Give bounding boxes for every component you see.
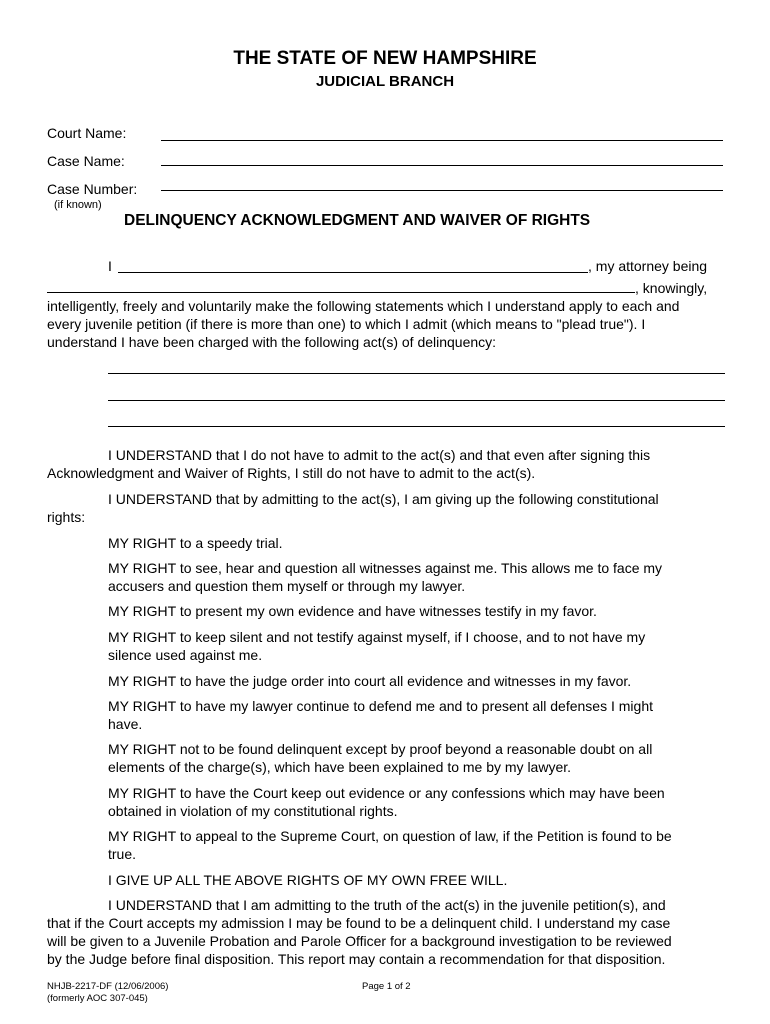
knowingly-text: , knowingly, [635,280,708,296]
footer-former-id: (formerly AOC 307-045) [47,993,148,1004]
delinquency-act-line-2[interactable] [108,400,725,401]
right-proof-line-2: elements of the charge(s), which have been explained to me by my lawyer. [108,759,572,775]
footer-form-id: NHJB-2217-DF (12/06/2006) [47,981,169,992]
right-proof-line-1: MY RIGHT not to be found delinquent except by proof beyond a reasonable doubt on all [108,741,653,757]
right-witnesses-line-1: MY RIGHT to see, hear and question all witnesses against me. This allows me to face my [108,560,663,576]
case-number-note: (if known) [54,199,102,211]
intro-line-3: intelligently, freely and voluntarily make the following statements which I understand apply to each and [47,298,680,314]
right-speedy-trial: MY RIGHT to a speedy trial. [108,535,283,551]
understand-1-line-2: Acknowledgment and Waiver of Rights, I still do not have to admit to the act(s). [47,465,536,481]
right-silent-line-2: silence used against me. [108,647,263,663]
delinquency-act-line-3[interactable] [108,426,725,427]
understand-3-line-2: that if the Court accepts my admission I may be found to be a delinquent child. I understand my case [47,915,671,931]
understand-3-line-1: I UNDERSTAND that I am admitting to the truth of the act(s) in the juvenile petition(s), and [108,897,666,913]
footer-page-number: Page 1 of 2 [362,981,411,992]
delinquency-act-line-1[interactable] [108,373,725,374]
right-lawyer-line-2: have. [108,716,143,732]
court-name-label: Court Name: [47,125,127,141]
right-court-evidence-line-1: MY RIGHT to have the Court keep out evidence or any confessions which may have been [108,785,665,801]
give-up-statement: I GIVE UP ALL THE ABOVE RIGHTS OF MY OWN FREE WILL. [108,872,508,888]
court-name-field[interactable] [161,140,723,141]
case-name-field[interactable] [161,165,723,166]
right-judge-order: MY RIGHT to have the judge order into court all evidence and witnesses in my favor. [108,673,632,689]
attorney-name-field[interactable] [47,292,635,293]
intro-line-5: understand I have been charged with the following act(s) of delinquency: [47,334,497,350]
intro-line-4: every juvenile petition (if there is more than one) to which I admit (which means to "plead true"). I [47,316,646,332]
right-court-evidence-line-2: obtained in violation of my constitutional rights. [108,803,398,819]
right-silent-line-1: MY RIGHT to keep silent and not testify against myself, if I choose, and to not have my [108,629,646,645]
right-appeal-line-2: true. [108,846,137,862]
right-witnesses-line-2: accusers and question them myself or through my lawyer. [108,578,466,594]
right-evidence: MY RIGHT to present my own evidence and have witnesses testify in my favor. [108,603,597,619]
understand-2-line-1: I UNDERSTAND that by admitting to the act(s), I am giving up the following constitutional [108,491,659,507]
right-lawyer-line-1: MY RIGHT to have my lawyer continue to defend me and to present all defenses I might [108,698,653,714]
understand-2-line-2: rights: [47,509,86,525]
form-title: DELINQUENCY ACKNOWLEDGMENT AND WAIVER OF RIGHTS [124,212,591,229]
understand-3-line-4: by the Judge before final disposition. This report may contain a recommendation for that disposition. [47,951,666,967]
understand-1-line-1: I UNDERSTAND that I do not have to admit to the act(s) and that even after signing this [108,447,651,463]
branch-subtitle: JUDICIAL BRANCH [315,73,455,90]
state-title: THE STATE OF NEW HAMPSHIRE [233,48,537,69]
juvenile-name-field[interactable] [118,272,588,273]
case-number-field[interactable] [161,190,723,191]
case-name-label: Case Name: [47,153,125,169]
right-appeal-line-1: MY RIGHT to appeal to the Supreme Court, on question of law, if the Petition is found to be [108,828,672,844]
intro-i-label: I [108,258,112,274]
understand-3-line-3: will be given to a Juvenile Probation and Parole Officer for a background investigation to be reviewed [47,933,672,949]
attorney-text: , my attorney being [588,258,708,274]
case-number-label: Case Number: [47,181,138,197]
